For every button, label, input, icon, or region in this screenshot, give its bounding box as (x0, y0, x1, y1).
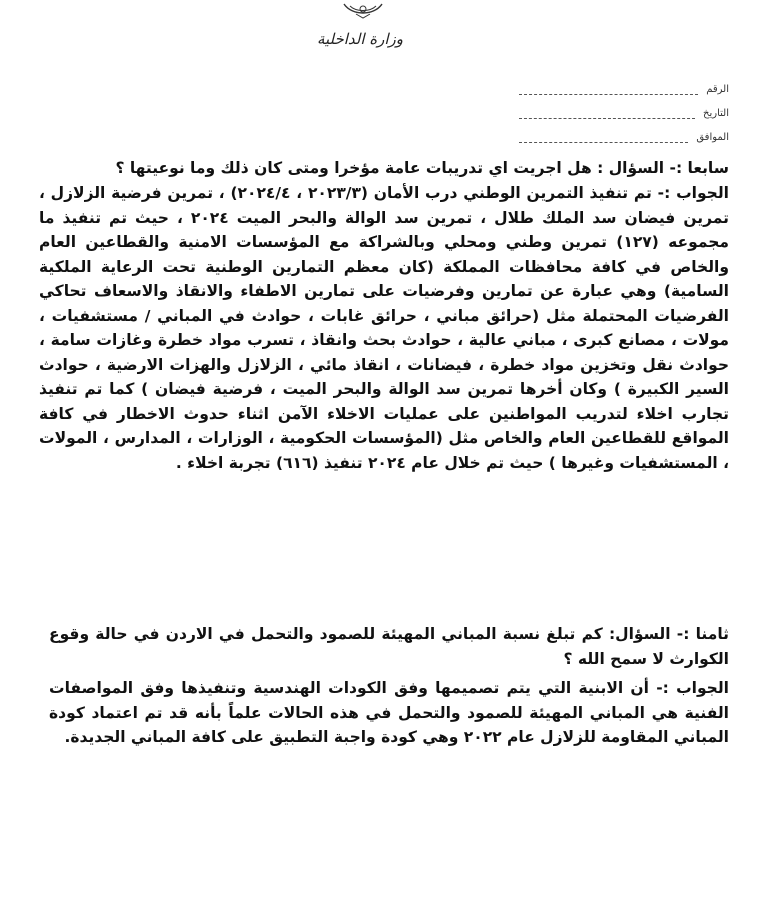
eighth-answer-label: الجواب :- (656, 679, 729, 697)
reference-number-label: الرقم (706, 84, 729, 95)
seventh-answer-label: الجواب :- (657, 184, 729, 202)
eighth-question (49, 622, 729, 671)
date-field (519, 108, 729, 119)
corresponding-date-field (519, 132, 729, 143)
reference-number-field (519, 84, 729, 95)
reference-number-line (519, 86, 698, 95)
date-line (519, 110, 695, 119)
seventh-question (99, 156, 729, 181)
corresponding-date-line (519, 134, 688, 143)
eighth-answer (49, 676, 729, 750)
seventh-question-text: السؤال : هل اجريت اي تدريبات عامة مؤخرا ومتى كان ذلك وما نوعيتها ؟ (115, 159, 665, 177)
eighth-question-text: السؤال: كم تبلغ نسبة المباني المهيئة للصمود والتحمل في الاردن في حالة وقوع الكوارث لا سمح الله ؟ (49, 625, 729, 668)
ministry-emblem-icon (338, 0, 388, 22)
eighth-answer-text: أن الابنية التي يتم تصميمها وفق الكودات الهندسية وتنفيذها وفق المواصفات الفنية هي المباني المهيئة للصمود والتحمل في هذه الحالات علماً بأنه قد تم اعتماد كودة المباني المقاومة للزلازل عام ٢٠٢٢ وهي كودة واجبة التطبيق على كافة المباني الجديدة. (49, 679, 729, 746)
ministry-name: وزارة الداخلية (316, 30, 404, 48)
seventh-answer-text: تم تنفيذ التمرين الوطني درب الأمان (٢٠٢٣/٣ ، ٢٠٢٤/٤) ، تمرين فرضية الزلازل ، تمرين فيضان سد الملك طلال ، تمرين سد الوالة والبحر الميت ٢٠٢٤ ، حيث تم تنفيذ ما مجموعه (١٢٧) تمرين وطني ومحلي وبالشراكة مع المؤسسات الامنية والقطاعين العام والخاص في كافة محافظات المملكة (كان معظم التمارين الوطنية تحت الرعاية الملكية السامية) وهي عبارة عن تمارين وفرضيات على تمارين الاطفاء والانقاذ والاسعاف تحاكي الفرضيات المحتملة مثل (حرائق مباني ، حرائق غابات ، حوادث في المباني / مستشفيات ، مولات ، مصانع كبرى ، مباني عالية ، حوادث بحث وانقاذ ، تسرب مواد خطرة وغازات سامة ، حوادث نقل وتخزين مواد خطرة ، فيضانات ، انقاذ مائي ، الزلازل والهزات الارضية ، حوادث السير الكبيرة ) وكان أخرها تمرين سد الوالة والبحر الميت ، فرضية فيضان ) كما تم تنفيذ تجارب اخلاء لتدريب المواطنين على عمليات الاخلاء الآمن اثناء حدوث الاخطار في كافة المواقع للقطاعين العام والخاص مثل (المؤسسات الحكومية ، الوزارات ، المدارس ، المولات ، المستشفيات وغيرها ) حيث تم خلال عام ٢٠٢٤ تنفيذ (٦١٦) تجربة اخلاء . (39, 184, 729, 472)
seventh-label: سابعا :- (669, 159, 729, 177)
seventh-answer (39, 181, 729, 475)
date-label: التاريخ (703, 108, 729, 119)
eighth-label: ثامنا :- (676, 625, 729, 643)
corresponding-date-label: الموافق (696, 132, 729, 143)
